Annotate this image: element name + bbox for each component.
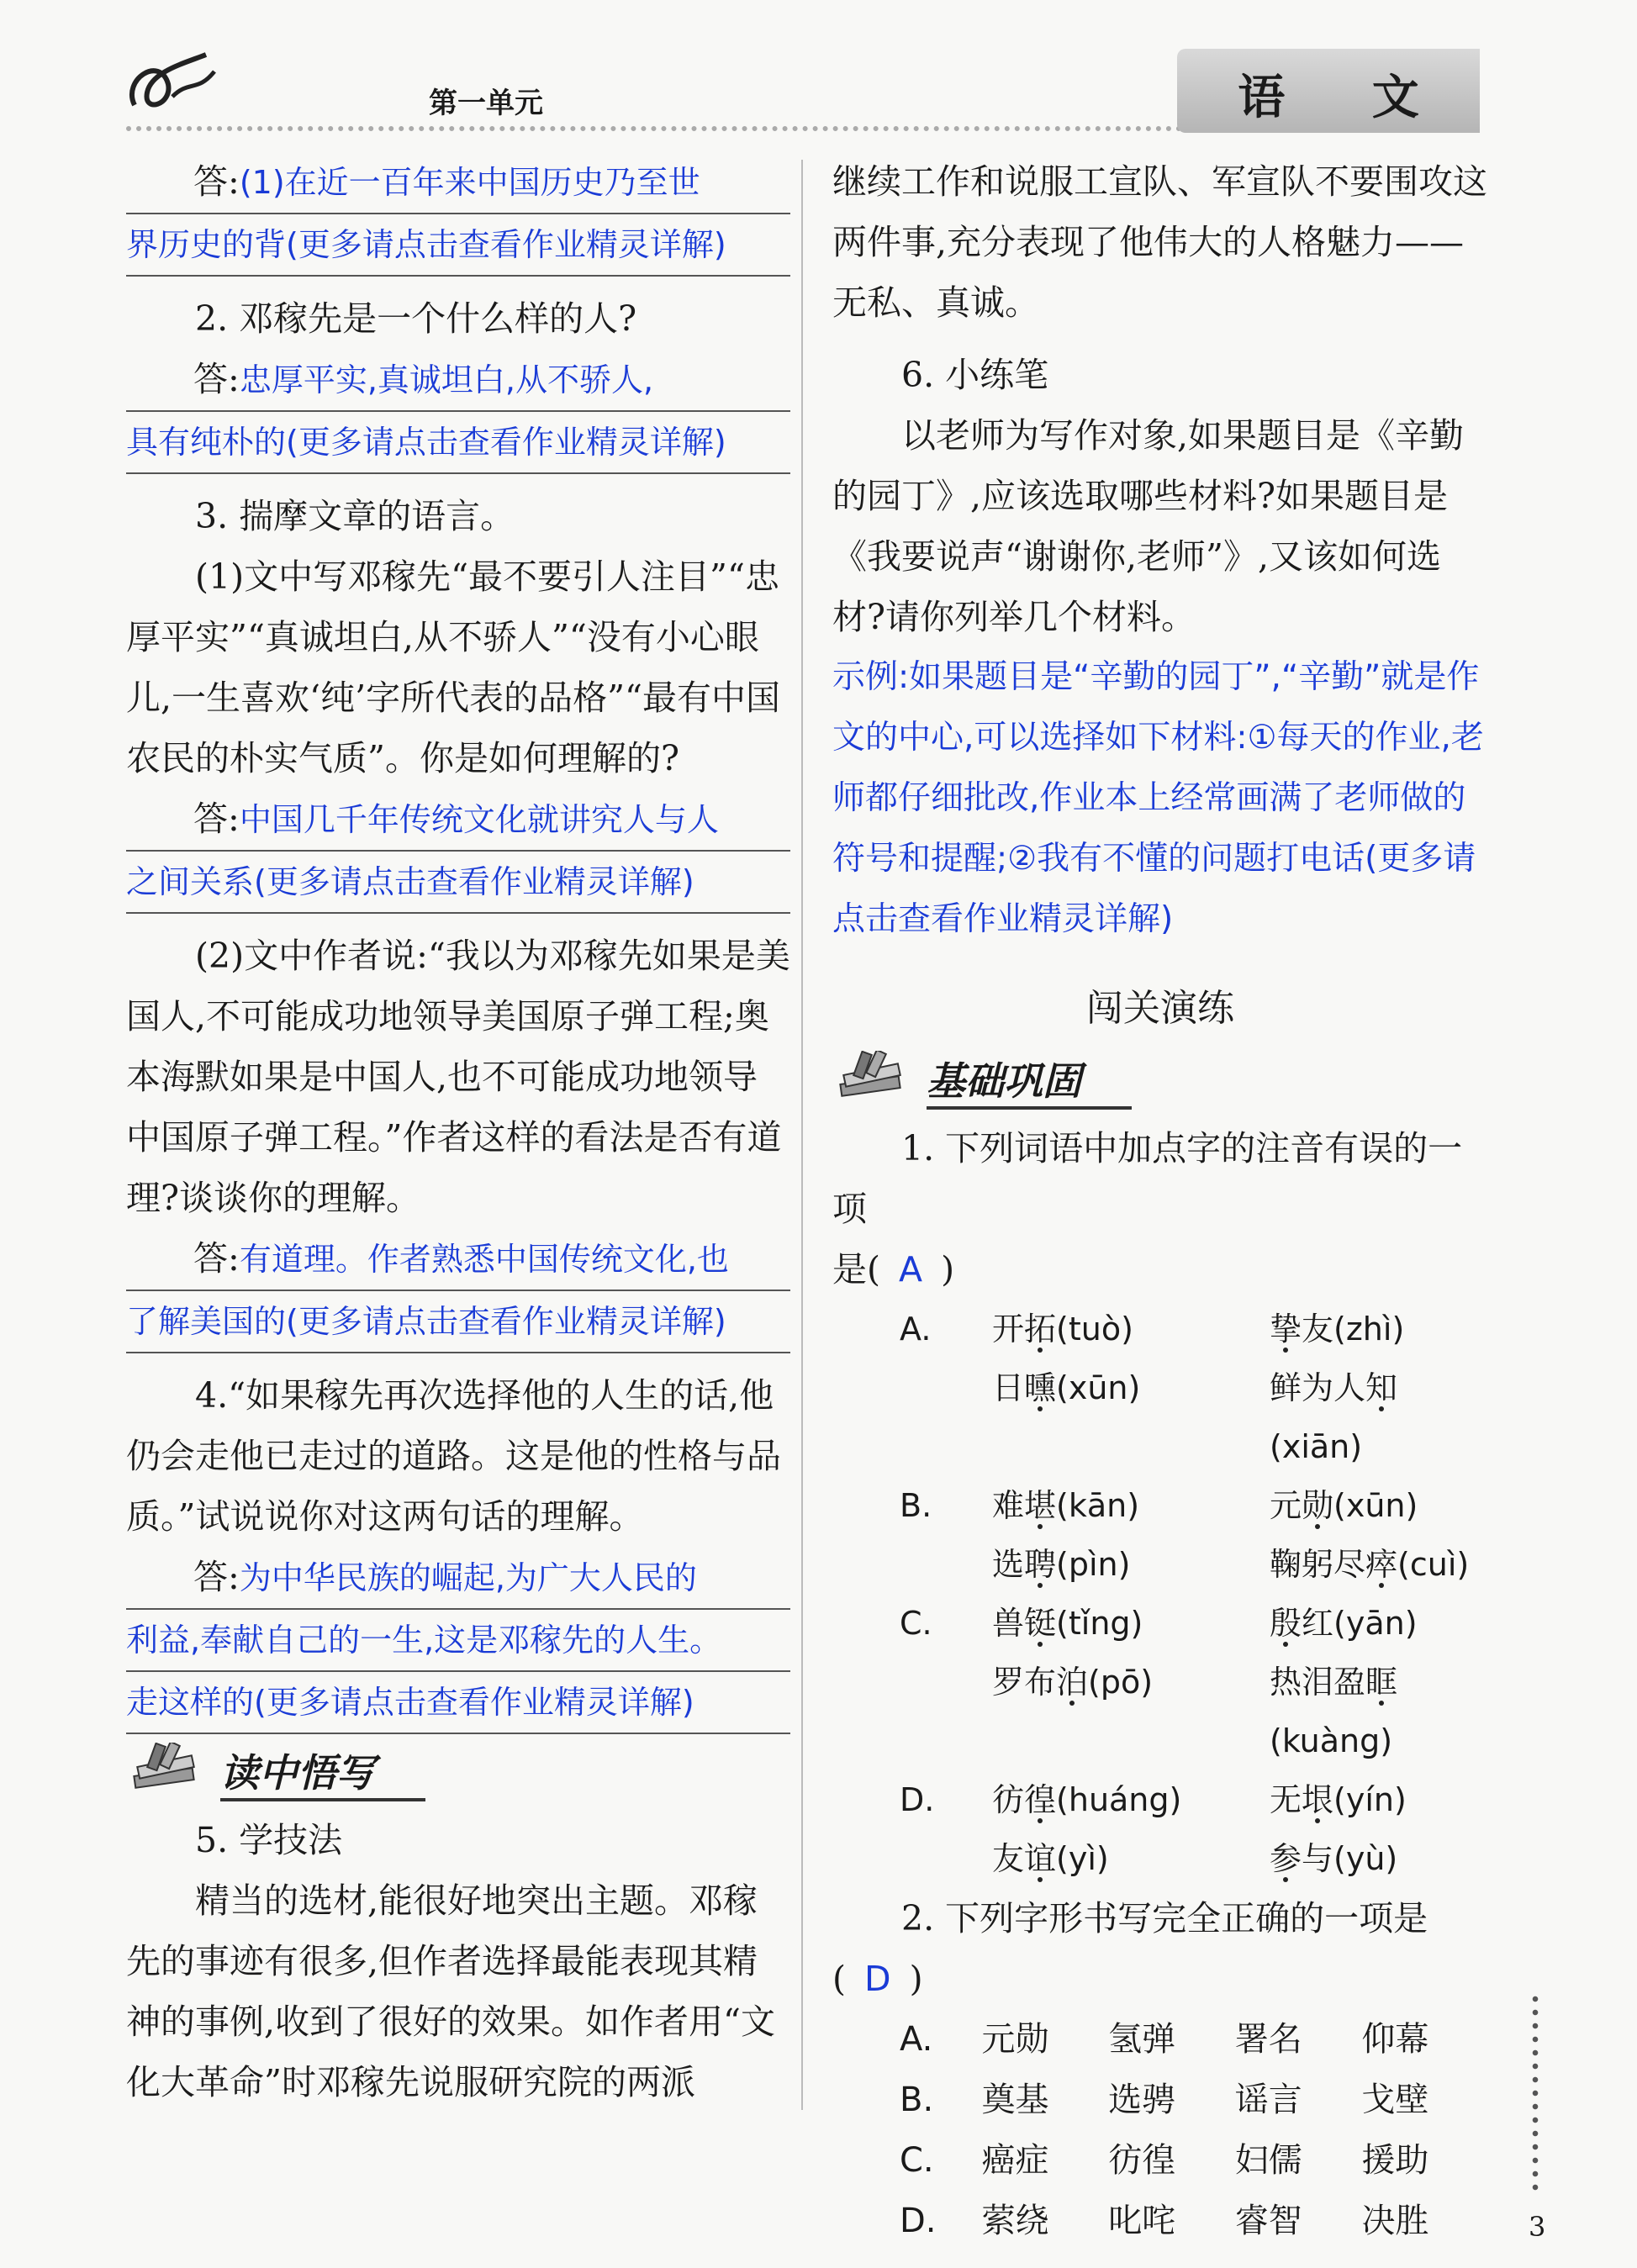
section-label: 读中悟写: [220, 1743, 425, 1801]
answer-line: 具有纯朴的(更多请点击查看作业精灵详解): [126, 412, 790, 474]
mc2-options: [832, 2009, 1488, 2251]
answer-line: 界历史的背(更多请点击查看作业精灵详解): [126, 214, 790, 277]
mc1-options: [832, 1300, 1488, 1888]
mc1-stem: 1. 下列词语中加点字的注音有误的一项: [832, 1128, 1463, 1229]
answer-line: 答:中国几千年传统文化就讲究人与人: [126, 789, 790, 852]
right-column: [832, 151, 1488, 2251]
subject-tab: [1177, 49, 1480, 133]
books-icon: [126, 1743, 210, 1801]
answer-line: 之间关系(更多请点击查看作业精灵详解): [126, 852, 790, 914]
mc1-option-row: A. 开拓(tuò) 挚友(zhì): [900, 1311, 1405, 1348]
side-dot-strip: [1529, 1992, 1542, 2194]
answer-line: 利益,奉献自己的一生,这是邓稼先的人生。: [126, 1610, 790, 1672]
question-6: 6. 小练笔: [901, 355, 1049, 395]
answer-line: 了解美国的(更多请点击查看作业精灵详解): [126, 1291, 790, 1353]
answer-line: 答:为中华民族的崛起,为广大人民的: [126, 1547, 790, 1610]
answer-line: 答:(1)在近一百年来中国历史乃至世: [126, 151, 790, 214]
q6-answer: 示例:如果题目是“辛勤的园丁”,“辛勤”就是作文的中心,可以选择如下材料:①每天的作业,老师都仔细批改,作业本上经常画满了老师做的符号和提醒;②我有不懂的问题打电话(更多请点击查看作业精灵详解): [832, 658, 1484, 938]
mc1-option-row: 日曛(xūn) 鲜为人知(xiān): [992, 1369, 1398, 1465]
page-number: 3: [1529, 2211, 1546, 2243]
question-3: 3. 揣摩文章的语言。: [195, 496, 515, 536]
section-heading: [832, 1051, 1488, 1110]
mc1-option-row: 友谊(yì) 参与(yù): [992, 1840, 1398, 1877]
q5-continued: 继续工作和说服工宣队、军宣队不要围攻这两件事,充分表现了他伟大的人格魅力——无私、真诚。: [832, 161, 1487, 323]
section-heading: [126, 1743, 790, 1801]
header-dotted-rule: [126, 126, 1202, 131]
question-3-1: (1)文中写邓稼先“最不要引人注目”“忠厚平实”“真诚坦白,从不骄人”“没有小心眼儿,一生喜欢‘纯’字所代表的品格”“最有中国农民的朴实气质”。你是如何理解的?: [126, 556, 781, 778]
question-4: 4.“如果稼先再次选择他的人生的话,他仍会走他已走过的道路。这是他的性格与品质。”试说说你对这两句话的理解。: [126, 1375, 781, 1537]
mc1-option-row: 选聘(pìn) 鞠躬尽瘁(cuì): [992, 1546, 1470, 1583]
mc2-stem-answer: ( D ): [832, 1959, 923, 1999]
mc2-option-row: D. 萦绕 叱咤 睿智 决胜: [900, 2202, 1429, 2240]
q6-text: 以老师为写作对象,如果题目是《辛勤的园丁》,应该选取哪些材料?如果题目是《我要说声“谢谢你,老师”》,又该如何选材?请你列举几个材料。: [832, 415, 1465, 637]
answer-line: 走这样的(更多请点击查看作业精灵详解): [126, 1672, 790, 1734]
subject-label: 语 文: [1238, 70, 1455, 125]
section-label: 基础巩固: [927, 1051, 1132, 1110]
mc1-option-row: C. 兽铤(tǐng) 殷红(yān): [900, 1605, 1418, 1642]
mc2-option-row: A. 元勋 氢弹 署名 仰幕: [900, 2020, 1429, 2059]
mc1-option-row: 罗布泊(pō) 热泪盈眶(kuàng): [992, 1664, 1398, 1759]
page-header: [0, 0, 1637, 134]
question-2: 2. 邓稼先是一个什么样的人?: [195, 298, 637, 339]
swirl-logo-icon: [126, 46, 219, 122]
mc1-option-row: B. 难堪(kān) 元勋(xūn): [900, 1487, 1418, 1524]
mc2-stem: 2. 下列字形书写完全正确的一项是: [901, 1898, 1428, 1938]
mc2-option-row: B. 奠基 选骋 谣言 戈壁: [900, 2081, 1429, 2119]
books-icon: [832, 1051, 916, 1110]
mc1-option-row: D. 彷徨(huáng) 无垠(yín): [900, 1781, 1407, 1818]
left-column: [126, 151, 790, 2112]
answer-line: 答:有道理。作者熟悉中国传统文化,也: [126, 1228, 790, 1291]
drill-title: 闯关演练: [1086, 987, 1234, 1030]
column-divider: [801, 160, 803, 2110]
question-5: 5. 学技法: [195, 1820, 343, 1860]
q5-text: 精当的选材,能很好地突出主题。邓稼先的事迹有很多,但作者选择最能表现其精神的事例,收到了很好的效果。如作者用“文化大革命”时邓稼先说服研究院的两派: [126, 1880, 775, 2102]
mc2-option-row: C. 癌症 彷徨 妇儒 援助: [900, 2141, 1429, 2180]
answer-line: 答:忠厚平实,真诚坦白,从不骄人,: [126, 349, 790, 412]
unit-title: 第一单元: [429, 87, 543, 120]
mc1-stem-answer: 是( A ): [832, 1249, 955, 1290]
question-3-2: (2)文中作者说:“我以为邓稼先如果是美国人,不可能成功地领导美国原子弹工程;奥本海默如果是中国人,也不可能成功地领导中国原子弹工程。”作者这样的看法是否有道理?谈谈你的理解。: [126, 936, 790, 1218]
